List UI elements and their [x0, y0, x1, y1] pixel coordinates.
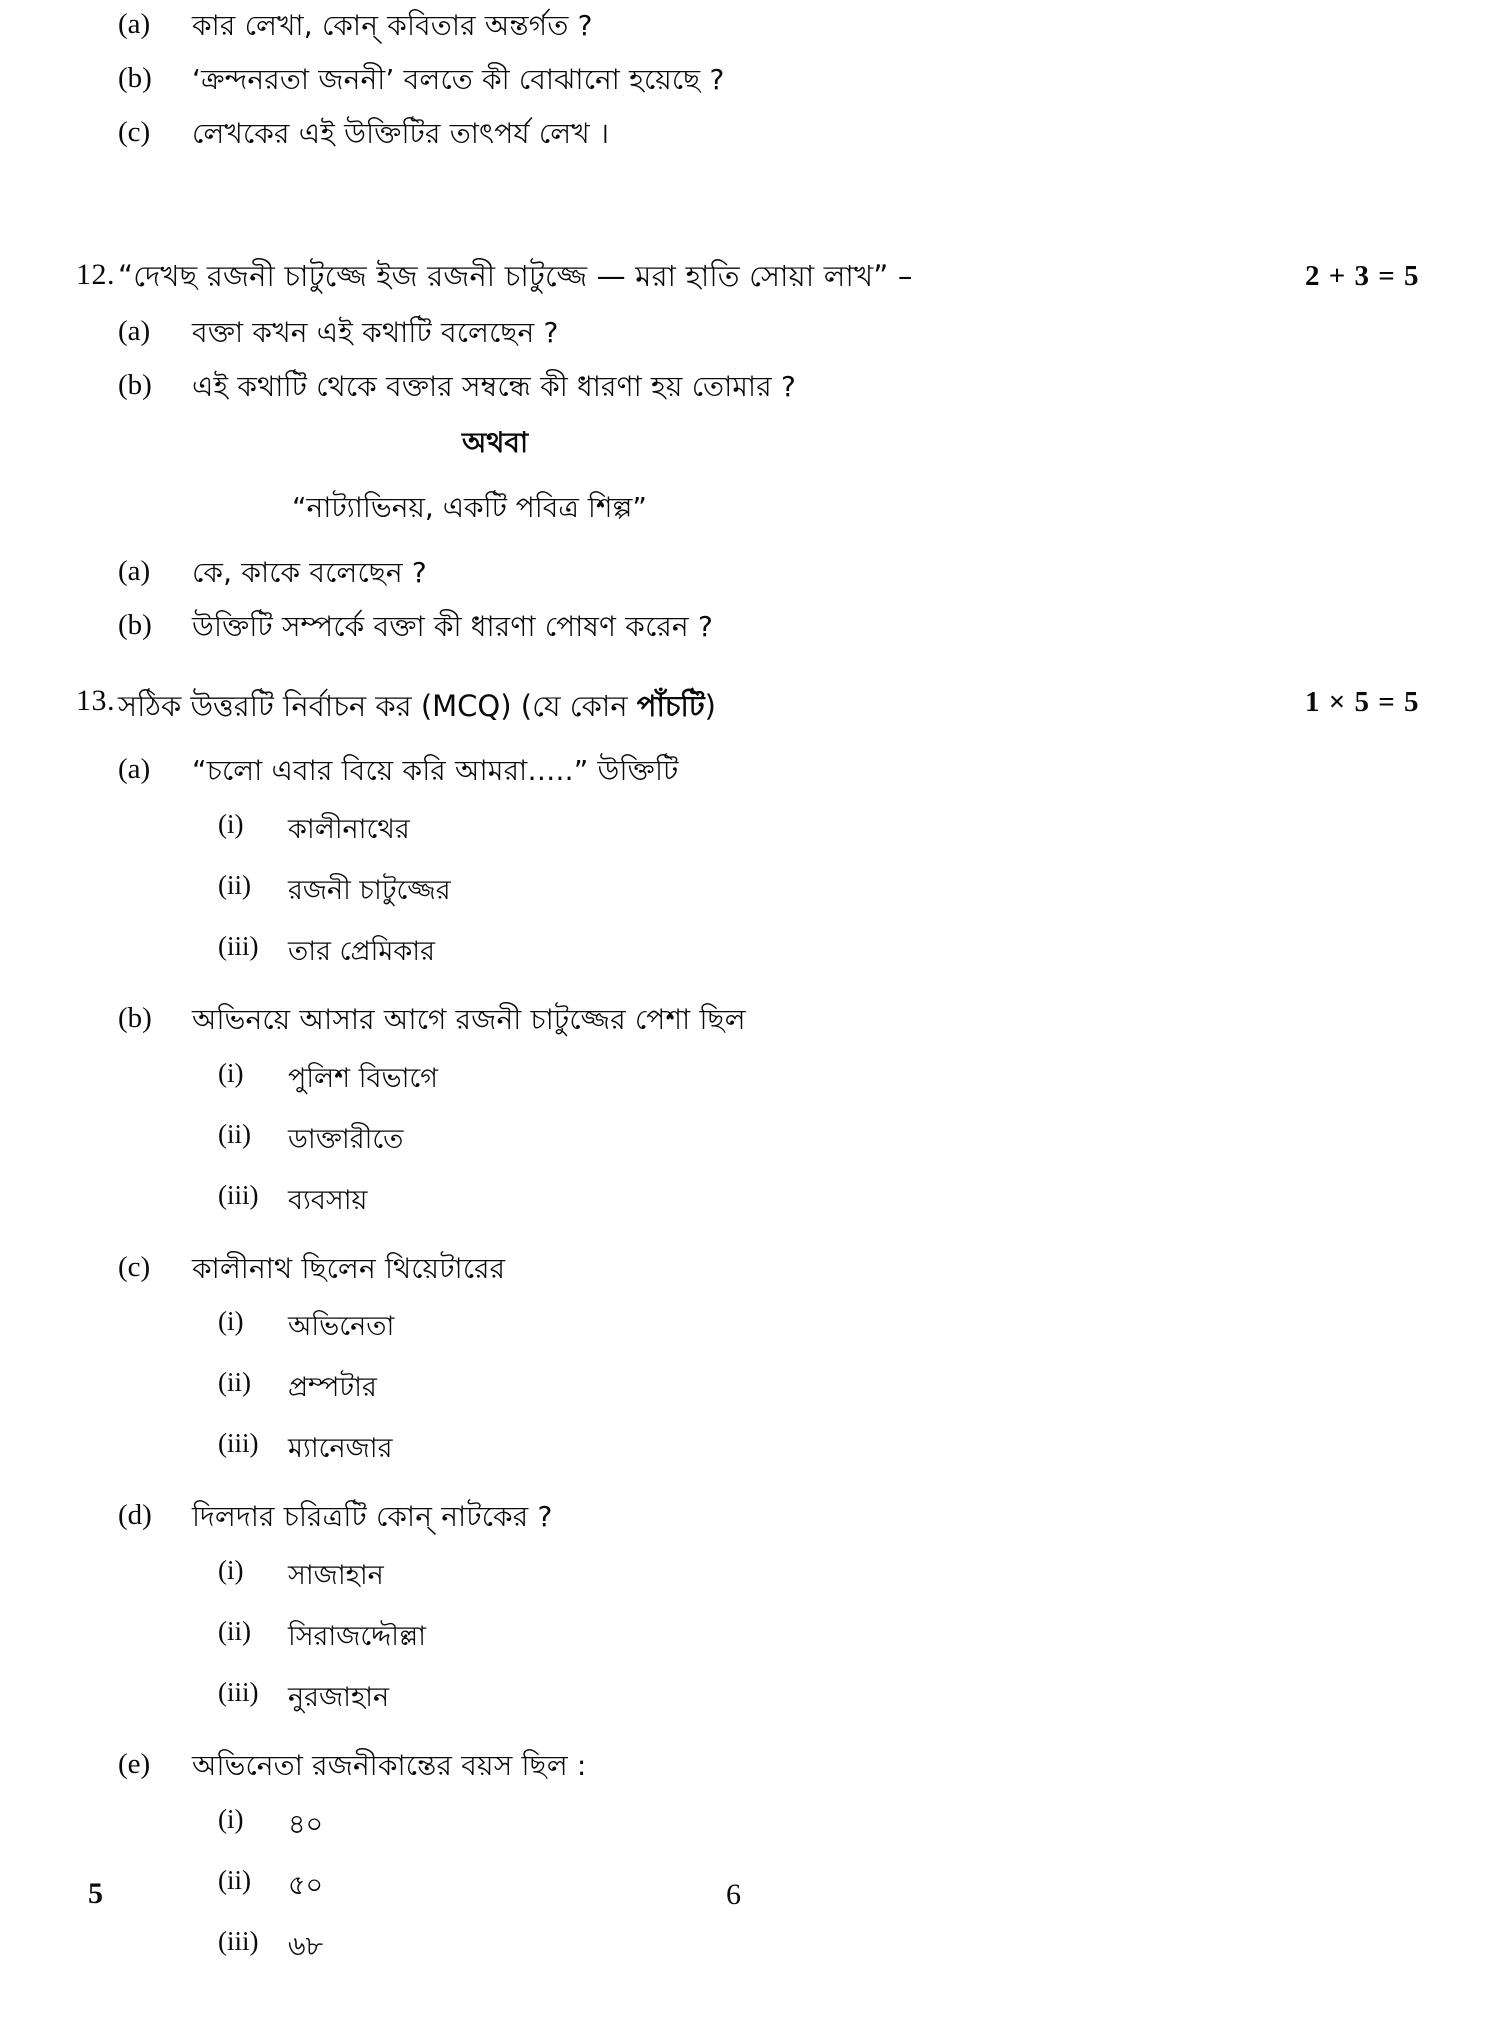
- question-12-item-a-marks: [1305, 295, 1505, 297]
- option-row[interactable]: [192, 1306, 1305, 1351]
- question-12-alt-item-a-text: কে, কাকে বলেছেন ?: [192, 555, 427, 589]
- question-13-stem-bold: পাঁচটি: [636, 689, 705, 723]
- question-12-or-row: [0, 405, 1505, 468]
- carryover-item-c: [110, 98, 1305, 152]
- question-13-e-opt-ii-label: (ii): [218, 1865, 251, 1896]
- question-13-item-c-row: [0, 1225, 1505, 1474]
- question-13-a-opt-ii-text: রজনী চাটুজ্জের: [288, 874, 451, 906]
- question-12-stem-row: [0, 258, 1505, 295]
- question-12-alt-item-b-label: (b): [118, 608, 152, 641]
- carryover-item-b-label: (b): [118, 61, 152, 94]
- option-row[interactable]: [192, 1865, 1305, 1910]
- question-13-item-b-marks: [1305, 976, 1505, 978]
- question-13-c-opt-iii-text: ম্যানেজার: [288, 1433, 393, 1465]
- option-row[interactable]: [192, 809, 1305, 854]
- question-13-item-a-options: [192, 809, 1305, 976]
- question-13-item-b: [110, 976, 1305, 1225]
- carryover-item-a-marks: [1305, 0, 1505, 2]
- page-number-center: 6: [726, 1878, 741, 1911]
- carryover-item-b-row: [0, 44, 1505, 98]
- question-13-item-c-text: কালীনাথ ছিলেন থিয়েটারের: [192, 1251, 506, 1285]
- question-12-item-b-row: [0, 351, 1505, 405]
- question-12-alt-item-a: [110, 533, 1305, 591]
- question-13-item-e-options: [192, 1804, 1305, 1971]
- question-12-alt-item-a-marks: [1305, 533, 1505, 535]
- question-13-a-opt-i-label: (i): [218, 808, 244, 839]
- question-13-item-d: [110, 1473, 1305, 1722]
- question-12-marks: 2 + 3 = 5: [1305, 260, 1420, 292]
- carryover-item-c-row: [0, 98, 1505, 152]
- question-13-stem-row: [0, 684, 1505, 733]
- page-number-left: 5: [88, 1877, 103, 1910]
- carryover-item-c-text: লেখকের এই উক্তিটির তাৎপর্য লেখ ।: [192, 116, 610, 150]
- question-12-stem: “দেখছ রজনী চাটুজ্জে ইজ রজনী চাটুজ্জে — মরা হাতি সোয়া লাখ” –: [118, 259, 913, 293]
- question-12-alt-stem-cell: [110, 468, 1305, 533]
- question-13-item-a: [110, 733, 1305, 976]
- question-13-e-opt-iii-label: (iii): [218, 1926, 259, 1957]
- question-12-item-b-label: (b): [118, 368, 152, 401]
- carryover-question-block: [0, 0, 1505, 151]
- question-13-c-opt-i-text: অভিনেতা: [288, 1311, 395, 1343]
- question-12-item-b-text: এই কথাটি থেকে বক্তার সম্বন্ধে কী ধারণা হয় তোমার ?: [192, 369, 797, 403]
- question-12-alt-stem-marks: [1305, 468, 1505, 470]
- carryover-item-b: [110, 44, 1305, 98]
- question-13-c-opt-ii-label: (ii): [218, 1367, 251, 1398]
- question-12-alt-item-b: [110, 591, 1305, 645]
- question-13-d-opt-i-text: সাজাহান: [288, 1560, 384, 1592]
- question-13-d-opt-ii-text: সিরাজদ্দৌল্লা: [288, 1621, 426, 1653]
- question-13-item-d-text: দিলদার চরিত্রটি কোন্ নাটকের ?: [192, 1500, 553, 1534]
- carryover-item-c-label: (c): [118, 115, 151, 148]
- carryover-item-a-label: (a): [118, 8, 151, 40]
- question-13-stem-part1: সঠিক উত্তরটি নির্বাচন কর (MCQ) (যে কোন: [118, 689, 637, 723]
- question-13-item-b-row: [0, 976, 1505, 1225]
- question-13-item-c-options: [192, 1306, 1305, 1473]
- question-13-d-opt-i-label: (i): [218, 1555, 244, 1586]
- question-12-item-a-row: [0, 295, 1505, 351]
- question-13-c-opt-i-label: (i): [218, 1306, 244, 1337]
- question-12-alt-item-a-label: (a): [118, 554, 151, 587]
- question-13-e-opt-i-label: (i): [218, 1804, 244, 1835]
- question-12-stem-cell: [110, 258, 1305, 295]
- question-12-block: [0, 258, 1505, 644]
- question-13-a-opt-i-text: কালীনাথের: [288, 813, 410, 845]
- question-13-c-opt-ii-text: প্রম্পটার: [288, 1372, 377, 1404]
- question-12-or-marks: [1305, 405, 1505, 407]
- question-13-item-d-marks: [1305, 1473, 1505, 1475]
- question-13-b-opt-ii-text: ডাক্তারীতে: [288, 1123, 404, 1155]
- option-row[interactable]: [192, 1119, 1305, 1164]
- question-12-alt-item-b-row: [0, 591, 1505, 645]
- question-13-item-d-row: [0, 1473, 1505, 1722]
- question-13-item-b-text: অভিনয়ে আসার আগে রজনী চাটুজ্জের পেশা ছিল: [192, 1002, 746, 1036]
- question-12-or-cell: [110, 405, 1305, 468]
- question-12-alt-item-a-row: [0, 533, 1505, 591]
- question-13-item-a-label: (a): [118, 753, 151, 785]
- question-13-b-opt-ii-label: (ii): [218, 1118, 251, 1149]
- option-row[interactable]: [192, 1677, 1305, 1722]
- option-row[interactable]: [192, 1926, 1305, 1971]
- question-13-item-a-marks: [1305, 733, 1505, 735]
- question-12-item-b: [110, 351, 1305, 405]
- question-13-item-e-label: (e): [118, 1748, 151, 1781]
- question-13-item-e-marks: [1305, 1722, 1505, 1724]
- question-12-item-a: [110, 295, 1305, 351]
- option-row[interactable]: [192, 1804, 1305, 1849]
- question-12-alt-item-b-marks: [1305, 591, 1505, 593]
- question-13-stem-part2: ): [704, 689, 716, 723]
- question-13-e-opt-i-text: ৪০: [288, 1809, 324, 1841]
- question-13-item-c-label: (c): [118, 1250, 151, 1283]
- question-13-item-c-marks: [1305, 1225, 1505, 1227]
- option-row[interactable]: [192, 1428, 1305, 1473]
- question-13-b-opt-iii-label: (iii): [218, 1179, 259, 1210]
- question-13-item-b-label: (b): [118, 1001, 152, 1034]
- question-12-alt-item-b-text: উক্তিটি সম্পর্কে বক্তা কী ধারণা পোষণ করেন ?: [192, 609, 714, 643]
- question-12-number: 12.: [76, 258, 115, 291]
- question-13-marks: 1 × 5 = 5: [1305, 686, 1420, 718]
- question-13-item-c: [110, 1225, 1305, 1474]
- option-row[interactable]: [192, 1616, 1305, 1661]
- question-13-item-a-text: “চলো এবার বিয়ে করি আমরা…..” উক্তিটি: [192, 754, 679, 787]
- question-13-item-e-row: [0, 1722, 1505, 1971]
- option-row[interactable]: [192, 931, 1305, 976]
- question-13-block: [0, 684, 1505, 1971]
- carryover-item-b-marks: [1305, 44, 1505, 46]
- carryover-item-b-text: ‘ক্রন্দনরতা জননী’ বলতে কী বোঝানো হয়েছে ?: [192, 62, 725, 96]
- question-12-alt-stem: “নাট্যাভিনয়, একটি পবিত্র শিল্প”: [292, 490, 647, 524]
- question-13-d-opt-iii-text: নুরজাহান: [288, 1682, 390, 1714]
- carryover-item-a-row: [0, 0, 1505, 44]
- carryover-item-a: [110, 0, 1305, 44]
- question-13-stem-cell: [110, 684, 1305, 733]
- question-13-b-opt-iii-text: ব্যবসায়: [288, 1184, 368, 1216]
- question-13-item-a-row: [0, 733, 1505, 976]
- question-12-or-label: অথবা: [462, 425, 529, 459]
- question-12-item-b-marks: [1305, 351, 1505, 353]
- question-13-number: 13.: [76, 684, 115, 717]
- question-13-item-e: [110, 1722, 1305, 1971]
- question-13-item-e-text: অভিনেতা রজনীকান্তের বয়স ছিল :: [192, 1749, 587, 1783]
- question-13-stem: [110, 684, 1305, 733]
- option-row[interactable]: [192, 1058, 1305, 1103]
- question-13-e-opt-iii-text: ৬৮: [288, 1931, 324, 1963]
- question-13-e-opt-ii-text: ৫০: [288, 1870, 324, 1902]
- question-13-a-opt-iii-text: তার প্রেমিকার: [288, 935, 435, 967]
- question-12-alt-stem-row: [0, 468, 1505, 533]
- option-row[interactable]: [192, 1555, 1305, 1600]
- question-13-item-d-label: (d): [118, 1499, 152, 1532]
- option-row[interactable]: [192, 1180, 1305, 1225]
- question-12-item-a-label: (a): [118, 315, 151, 348]
- question-13-d-opt-iii-label: (iii): [218, 1677, 259, 1708]
- question-13-item-d-options: [192, 1555, 1305, 1722]
- option-row[interactable]: [192, 1367, 1305, 1412]
- question-13-b-opt-i-text: পুলিশ বিভাগে: [288, 1062, 438, 1094]
- question-12-item-a-text: বক্তা কখন এই কথাটি বলেছেন ?: [192, 316, 559, 350]
- question-13-a-opt-ii-label: (ii): [218, 869, 251, 900]
- question-13-item-b-options: [192, 1058, 1305, 1225]
- question-13-b-opt-i-label: (i): [218, 1057, 244, 1088]
- carryover-item-a-text: কার লেখা, কোন্ কবিতার অন্তর্গত ?: [192, 9, 593, 42]
- option-row[interactable]: [192, 870, 1305, 915]
- question-13-c-opt-iii-label: (iii): [218, 1428, 259, 1459]
- question-13-d-opt-ii-label: (ii): [218, 1616, 251, 1647]
- question-13-a-opt-iii-label: (iii): [218, 930, 259, 961]
- carryover-item-c-marks: [1305, 98, 1505, 100]
